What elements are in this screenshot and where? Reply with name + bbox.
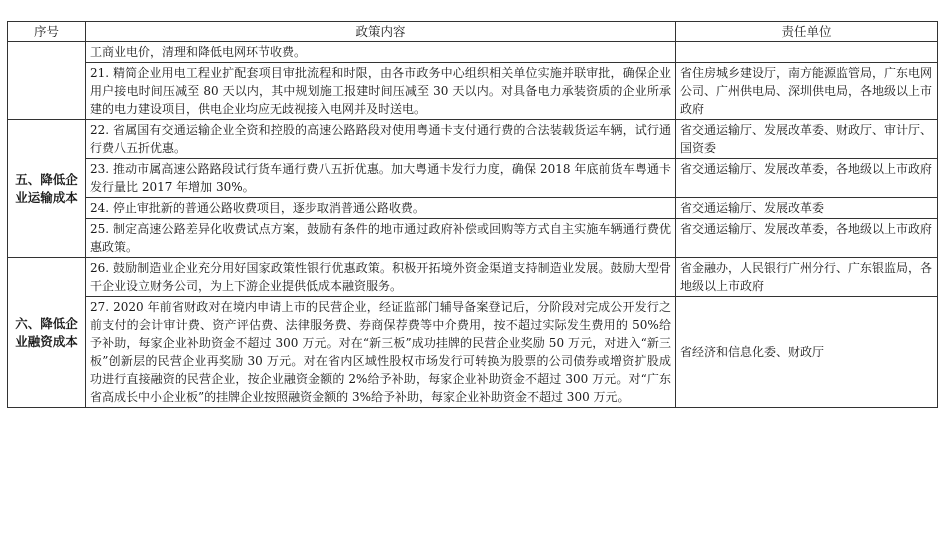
policy-content: 25. 制定高速公路差异化收费试点方案，鼓励有条件的地市通过政府补偿或回购等方式自主实施车辆通行费优惠政策。 bbox=[86, 219, 676, 258]
policy-table bbox=[7, 21, 938, 408]
policy-content: 26. 鼓励制造业企业充分用好国家政策性银行优惠政策。积极开拓境外资金渠道支持制造业发展。鼓励大型骨干企业设立财务公司，为上下游企业提供低成本融资服务。 bbox=[86, 258, 676, 297]
responsible-unit: 省交通运输厅、发展改革委、财政厅、审计厅、国资委 bbox=[676, 120, 938, 159]
table-row bbox=[8, 120, 938, 159]
category-cell-empty bbox=[8, 42, 86, 120]
category-financing-cost: 六、降低企业融资成本 bbox=[8, 258, 86, 408]
table-row bbox=[8, 297, 938, 408]
responsible-unit: 省交通运输厅、发展改革委 bbox=[676, 198, 938, 219]
header-policy-content: 政策内容 bbox=[86, 22, 676, 42]
responsible-unit: 省经济和信息化委、财政厅 bbox=[676, 297, 938, 408]
table-row bbox=[8, 198, 938, 219]
responsible-unit: 省金融办，人民银行广州分行、广东银监局，各地级以上市政府 bbox=[676, 258, 938, 297]
header-responsible-unit: 责任单位 bbox=[676, 22, 938, 42]
table-row bbox=[8, 219, 938, 258]
policy-content: 21. 精简企业用电工程业扩配套项目审批流程和时限，由各市政务中心组织相关单位实施并联审批，确保企业用户接电时间压减至 80 天以内，其中规划施工报建时间压减至 30 天以内。对具备电力承装资质的企业所承建的电力建设项目，供电企业均应无歧视接入电网并及时送电。 bbox=[86, 63, 676, 120]
table-row bbox=[8, 42, 938, 63]
responsible-unit: 省交通运输厅、发展改革委，各地级以上市政府 bbox=[676, 219, 938, 258]
category-transport-cost: 五、降低企业运输成本 bbox=[8, 120, 86, 258]
responsible-unit: 省交通运输厅、发展改革委，各地级以上市政府 bbox=[676, 159, 938, 198]
table-row bbox=[8, 63, 938, 120]
table-row bbox=[8, 159, 938, 198]
policy-content: 22. 省属国有交通运输企业全资和控股的高速公路路段对使用粤通卡支付通行费的合法装载货运车辆，试行通行费八五折优惠。 bbox=[86, 120, 676, 159]
policy-content: 24. 停止审批新的普通公路收费项目，逐步取消普通公路收费。 bbox=[86, 198, 676, 219]
responsible-unit bbox=[676, 42, 938, 63]
policy-content: 27. 2020 年前省财政对在境内申请上市的民营企业，经证监部门辅导备案登记后，分阶段对完成公开发行之前支付的会计审计费、资产评估费、法律服务费、券商保荐费等中介费用，按不超过实际发生费用的 50%给予补助，每家企业补助资金不超过 300 万元。对在“新三板”成功挂牌的民营企业奖励 50 万元，对进入“新三板”创新层的民营企业再奖励 30 万元。对在省内区域性股权市场发行可转换为股票的公司债券或增资扩股成功进行直接融资的民营企业，按企业融资金额的 2%给予补助，每家企业补助资金不超过 300 万元。对“广东省高成长中小企业板”的挂牌企业按照融资金额的 3%给予补助，每家企业补助资金不超过 300 万元。 bbox=[86, 297, 676, 408]
policy-content: 23. 推动市属高速公路路段试行货车通行费八五折优惠。加大粤通卡发行力度，确保 2018 年底前货车粤通卡发行量比 2017 年增加 30%。 bbox=[86, 159, 676, 198]
header-row bbox=[8, 22, 938, 42]
header-serial: 序号 bbox=[8, 22, 86, 42]
responsible-unit: 省住房城乡建设厅，南方能源监管局，广东电网公司、广州供电局、深圳供电局，各地级以上市政府 bbox=[676, 63, 938, 120]
policy-content: 工商业电价，清理和降低电网环节收费。 bbox=[86, 42, 676, 63]
table-row bbox=[8, 258, 938, 297]
